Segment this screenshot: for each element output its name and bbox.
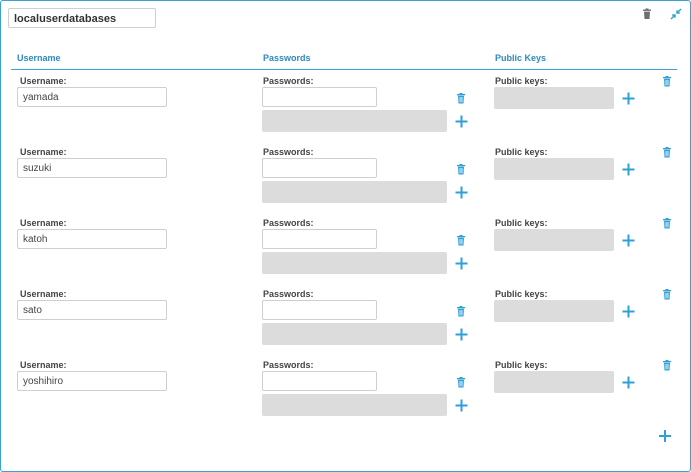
delete-user-icon[interactable]	[662, 360, 672, 371]
passwords-label: Passwords:	[263, 360, 314, 370]
username-label: Username:	[20, 218, 67, 228]
password-placeholder-field[interactable]	[262, 252, 447, 274]
public-key-field[interactable]	[494, 300, 614, 322]
user-row	[1, 285, 690, 355]
column-header-public-keys[interactable]: Public Keys	[495, 53, 547, 63]
passwords-label: Passwords:	[263, 76, 314, 86]
user-row	[1, 356, 690, 426]
public-key-field[interactable]	[494, 229, 614, 251]
delete-password-icon[interactable]	[456, 235, 466, 246]
user-row	[1, 214, 690, 284]
passwords-label: Passwords:	[263, 218, 314, 228]
username-field[interactable]: yoshihiro	[17, 371, 167, 391]
add-user-button[interactable]	[658, 429, 672, 443]
add-password-icon[interactable]	[455, 186, 468, 199]
username-field[interactable]: sato	[17, 300, 167, 320]
add-password-icon[interactable]	[455, 257, 468, 270]
panel-title-field[interactable]: localuserdatabases	[8, 8, 156, 28]
add-public-key-icon[interactable]	[622, 163, 635, 176]
password-field[interactable]	[262, 371, 377, 391]
public-keys-label: Public keys:	[495, 289, 548, 299]
add-password-icon[interactable]	[455, 115, 468, 128]
add-public-key-icon[interactable]	[622, 92, 635, 105]
delete-user-icon[interactable]	[662, 76, 672, 87]
add-password-icon[interactable]	[455, 328, 468, 341]
password-placeholder-field[interactable]	[262, 181, 447, 203]
password-field[interactable]	[262, 229, 377, 249]
username-label: Username:	[20, 76, 67, 86]
password-placeholder-field[interactable]	[262, 110, 447, 132]
public-keys-label: Public keys:	[495, 76, 548, 86]
username-label: Username:	[20, 289, 67, 299]
delete-user-icon[interactable]	[662, 289, 672, 300]
trash-icon[interactable]	[641, 8, 653, 20]
public-key-field[interactable]	[494, 158, 614, 180]
add-public-key-icon[interactable]	[622, 305, 635, 318]
username-field[interactable]: yamada	[17, 87, 167, 107]
add-password-icon[interactable]	[455, 399, 468, 412]
public-keys-label: Public keys:	[495, 147, 548, 157]
user-row	[1, 72, 690, 142]
public-keys-label: Public keys:	[495, 360, 548, 370]
delete-user-icon[interactable]	[662, 147, 672, 158]
column-header-passwords[interactable]: Passwords	[263, 53, 311, 63]
public-key-field[interactable]	[494, 87, 614, 109]
password-field[interactable]	[262, 87, 377, 107]
username-label: Username:	[20, 147, 67, 157]
delete-password-icon[interactable]	[456, 93, 466, 104]
username-field[interactable]: katoh	[17, 229, 167, 249]
username-field[interactable]: suzuki	[17, 158, 167, 178]
delete-password-icon[interactable]	[456, 306, 466, 317]
username-label: Username:	[20, 360, 67, 370]
delete-user-icon[interactable]	[662, 218, 672, 229]
password-field[interactable]	[262, 158, 377, 178]
password-field[interactable]	[262, 300, 377, 320]
public-key-field[interactable]	[494, 371, 614, 393]
public-keys-label: Public keys:	[495, 218, 548, 228]
column-header-username[interactable]: Username	[17, 53, 61, 63]
add-public-key-icon[interactable]	[622, 234, 635, 247]
password-placeholder-field[interactable]	[262, 394, 447, 416]
add-public-key-icon[interactable]	[622, 376, 635, 389]
passwords-label: Passwords:	[263, 147, 314, 157]
delete-password-icon[interactable]	[456, 164, 466, 175]
passwords-label: Passwords:	[263, 289, 314, 299]
collapse-icon[interactable]	[670, 8, 682, 20]
user-row	[1, 143, 690, 213]
delete-password-icon[interactable]	[456, 377, 466, 388]
header-divider	[11, 69, 677, 70]
password-placeholder-field[interactable]	[262, 323, 447, 345]
